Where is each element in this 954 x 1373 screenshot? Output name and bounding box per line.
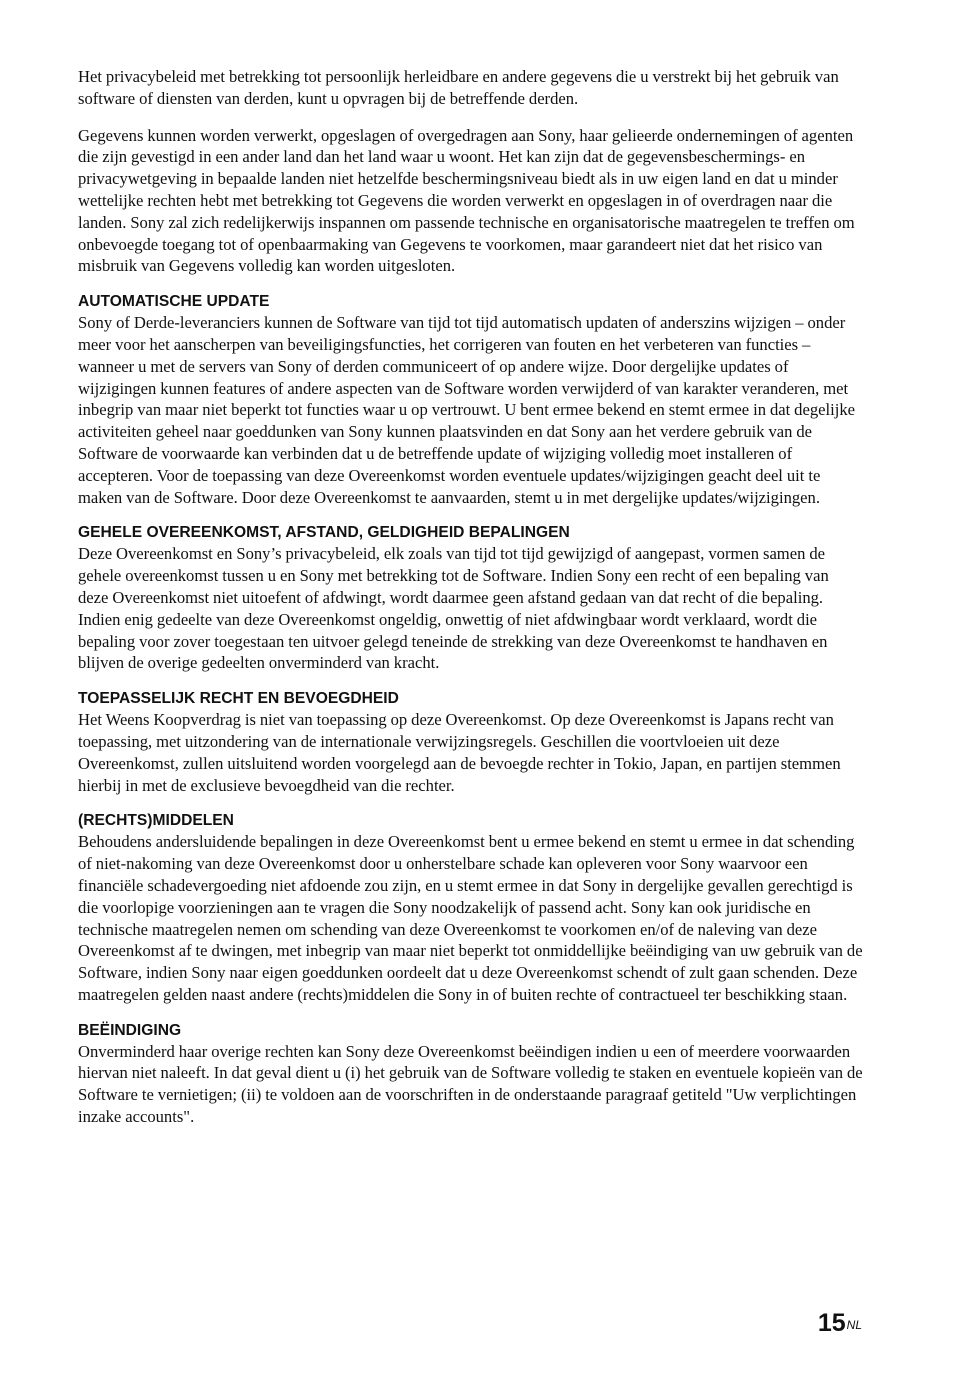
section-body: Het Weens Koopverdrag is niet van toepassing op deze Overeenkomst. Op deze Overeenkomst is Japans recht van toepassing, met uitzondering van de internationale verwijzingsregels. Geschillen die voortvloeien uit deze Overeenkomst, zullen uitsluitend worden voorgelegd aan de bevoegde rechter in Tokio, Japan, en partijen stemmen hierbij in met de exclusieve bevoegdheid van die rechter. — [78, 710, 841, 795]
section-body: Behoudens andersluidende bepalingen in deze Overeenkomst bent u ermee bekend en stemt u ermee in dat schending of niet-nakoming van deze Overeenkomst door u onherstelbare schade kan opleveren voor Sony waarvoor een financiële schadevergoeding niet afdoende zou zijn, en u stemt ermee in dat Sony in dergelijke gevallen gerechtigd is die voorlopige voorzieningen aan te vragen die Sony noodzakelijk of passend acht. Sony kan ook juridische en technische maatregelen nemen om schending van deze Overeenkomst te voorkomen en/of de naleving van deze Overeenkomst af te dwingen, met inbegrip van maar niet beperkt tot onmiddellijke beëindiging van uw gebruik van de Software, indien Sony naar eigen goeddunken oordeelt dat u deze Overeenkomst schendt of zult gaan schenden. Deze maatregelen gelden naast andere (rechts)middelen die Sony in of buiten rechte of contractueel ter beschikking staan. — [78, 832, 863, 1004]
intro-paragraph-1: Het privacybeleid met betrekking tot persoonlijk herleidbare en andere gegevens die u verstrekt bij het gebruik van software of diensten van derden, kunt u opvragen bij de betreffende derden. — [78, 67, 839, 108]
intro-paragraph-2: Gegevens kunnen worden verwerkt, opgeslagen of overgedragen aan Sony, haar gelieerde ondernemingen of agenten die zijn gevestigd in een ander land dan het land waar u woont. Het kan zijn dat de gegevensbeschermings- en privacywetgeving in bepaalde landen niet hetzelfde beschermingsniveau biedt als in uw eigen land en dat u minder wettelijke rechten hebt met betrekking tot Gegevens die worden verwerkt en opgeslagen in of overdragen naar die landen. Sony zal zich redelijkerwijs inspannen om passende technische en organisatorische maatregelen te treffen om onbevoegde toegang tot of openbaarmaking van Gegevens te voorkomen, maar garandeert niet dat het risico van misbruik van Gegevens volledig kan worden uitgesloten. — [78, 125, 855, 276]
document-page — [78, 66, 863, 1143]
section-body: Sony of Derde-leveranciers kunnen de Software van tijd tot tijd automatisch updaten of anderszins wijzigen – onder meer voor het aanscherpen van beveiligingsfuncties, het corrigeren van fouten en het verbeteren van functies – wanneer u met de servers van Sony of derden communiceert of op andere wijze. Door dergelijke updates of wijzigingen kunnen features of andere aspecten van de Software worden verwijderd of van karakter veranderen, met inbegrip van maar niet beperkt tot functies waar u op vertrouwt. U bent ermee bekend en stemt ermee in dat degelijke activiteiten geheel naar goeddunken van Sony kunnen plaatsvinden en dat Sony aan het verdere gebruik van de Software de voorwaarde kan verbinden dat u de betreffende update of wijziging volledig moet installeren of accepteren. Voor de toepassing van deze Overeenkomst worden eventuele updates/wijzigingen geacht deel uit te maken van de Software. Door deze Overeenkomst te aanvaarden, stemt u in met dergelijke updates/wijzigingen. — [78, 313, 856, 507]
section-beeindiging — [78, 1021, 863, 1128]
page-number — [818, 1308, 862, 1338]
section-body: Onverminderd haar overige rechten kan Sony deze Overeenkomst beëindigen indien u een of meerdere voorwaarden hiervan niet naleeft. In dat geval dient u (i) het gebruik van de Software volledig te staken en eventuele kopieën van de Software te vernietigen; (ii) te voldoen aan de voorschriften in de onderstaande paragraaf getiteld "Uw verplichtingen inzake accounts". — [78, 1041, 863, 1127]
section-heading: GEHELE OVEREENKOMST, AFSTAND, GELDIGHEID BEPALINGEN — [78, 524, 570, 542]
section-heading: BEËINDIGING — [78, 1021, 182, 1039]
section-heading: TOEPASSELIJK RECHT EN BEVOEGDHEID — [78, 690, 399, 708]
page-language-code: NL — [846, 1318, 862, 1332]
section-gehele-overeenkomst — [78, 523, 863, 674]
section-rechtsmiddelen — [78, 811, 863, 1005]
section-heading: AUTOMATISCHE UPDATE — [78, 293, 270, 311]
section-heading: (RECHTS)MIDDELEN — [78, 812, 234, 830]
section-body: Deze Overeenkomst en Sony’s privacybeleid, elk zoals van tijd tot tijd gewijzigd of aangepast, vormen samen de gehele overeenkomst tussen u en Sony met betrekking tot de Software. Indien Sony een recht of een bepaling van deze Overeenkomst niet uitoefent of afdwingt, wordt daarmee geen afstand gedaan van dat recht of die bepaling. Indien enig gedeelte van deze Overeenkomst ongeldig, onwettig of niet afdwingbaar wordt verklaard, wordt die bepaling voor zover toegestaan ten uitvoer gelegd teneinde de strekking van deze Overeenkomst te handhaven en blijven de overige gedeelten onverminderd van kracht. — [78, 544, 829, 673]
section-automatische-update — [78, 292, 863, 508]
section-toepasselijk-recht — [78, 689, 863, 796]
page-number-value: 15 — [817, 1309, 846, 1337]
